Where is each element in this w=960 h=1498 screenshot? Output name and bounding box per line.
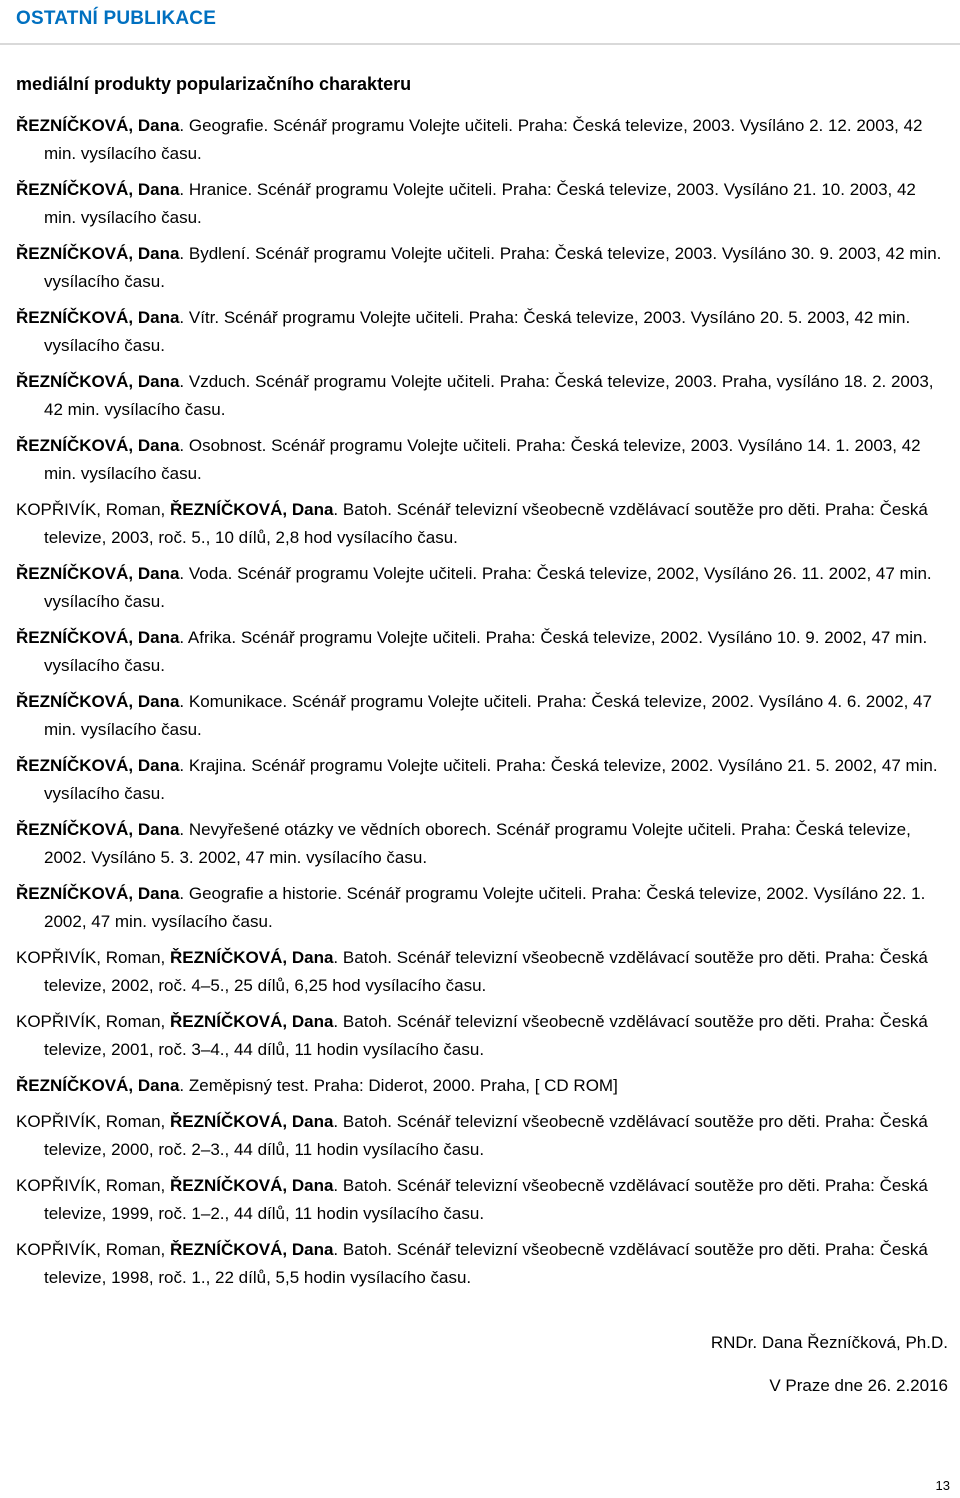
entry-authors-bold: ŘEZNÍČKOVÁ, Dana xyxy=(16,820,180,839)
entry-text: . Geografie. Scénář programu Volejte učiteli. Praha: Česká televize, 2003. Vysíláno 2. 12. 2003, 42 min. vysílacího času. xyxy=(44,116,923,163)
entry-authors-bold: ŘEZNÍČKOVÁ, Dana xyxy=(16,564,180,583)
entry-authors-bold: ŘEZNÍČKOVÁ, Dana xyxy=(170,948,334,967)
entry-text: . Vzduch. Scénář programu Volejte učiteli. Praha: Česká televize, 2003. Praha, vysíláno 18. 2. 2003, 42 min. vysílacího času. xyxy=(44,372,934,419)
entry-authors-bold: ŘEZNÍČKOVÁ, Dana xyxy=(16,884,180,903)
entry-authors-plain: KOPŘIVÍK, Roman, xyxy=(16,1012,170,1031)
publication-entry xyxy=(16,112,944,168)
entry-text: . Krajina. Scénář programu Volejte učiteli. Praha: Česká televize, 2002. Vysíláno 21. 5. 2002, 47 min. vysílacího času. xyxy=(44,756,938,803)
entry-text: . Vítr. Scénář programu Volejte učiteli. Praha: Česká televize, 2003. Vysíláno 20. 5. 2003, 42 min. vysílacího času. xyxy=(44,308,911,355)
entry-text: . Batoh. Scénář televizní všeobecně vzdělávací soutěže pro děti. Praha: Česká televize, 2000, roč. 2–3., 44 dílů, 11 hodin vysílacího času. xyxy=(44,1112,928,1159)
entry-text: . Nevyřešené otázky ve vědních oborech. Scénář programu Volejte učiteli. Praha: Česká televize, 2002. Vysíláno 5. 3. 2002, 47 min. vysílacího času. xyxy=(44,820,911,867)
publication-entry xyxy=(16,240,944,296)
publication-entry xyxy=(16,368,944,424)
entry-authors-bold: ŘEZNÍČKOVÁ, Dana xyxy=(16,244,180,263)
publication-entry xyxy=(16,560,944,616)
entry-authors-plain: KOPŘIVÍK, Roman, xyxy=(16,1112,170,1131)
entry-authors-bold: ŘEZNÍČKOVÁ, Dana xyxy=(16,1076,180,1095)
entry-authors-plain: KOPŘIVÍK, Roman, xyxy=(16,1240,170,1259)
publication-entry xyxy=(16,688,944,744)
entry-text: . Bydlení. Scénář programu Volejte učiteli. Praha: Česká televize, 2003. Vysíláno 30. 9. 2003, 42 min. vysílacího času. xyxy=(44,244,942,291)
publication-entry xyxy=(16,816,944,872)
entry-authors-bold: ŘEZNÍČKOVÁ, Dana xyxy=(16,372,180,391)
entry-authors-plain: KOPŘIVÍK, Roman, xyxy=(16,500,170,519)
entry-authors-bold: ŘEZNÍČKOVÁ, Dana xyxy=(16,116,180,135)
publication-entry xyxy=(16,304,944,360)
publication-entry xyxy=(16,496,944,552)
entry-authors-bold: ŘEZNÍČKOVÁ, Dana xyxy=(170,500,334,519)
subsection-title: mediální produkty popularizačního charakteru xyxy=(16,74,412,94)
publication-list xyxy=(16,112,944,1300)
publication-entry xyxy=(16,752,944,808)
entry-text: . Batoh. Scénář televizní všeobecně vzdělávací soutěže pro děti. Praha: Česká televize, 2001, roč. 3–4., 44 dílů, 11 hodin vysílacího času. xyxy=(44,1012,928,1059)
publication-entry xyxy=(16,432,944,488)
publication-entry xyxy=(16,944,944,1000)
section-title: OSTATNÍ PUBLIKACE xyxy=(16,8,217,29)
publication-entry xyxy=(16,1172,944,1228)
publication-entry xyxy=(16,624,944,680)
entry-authors-bold: ŘEZNÍČKOVÁ, Dana xyxy=(16,628,180,647)
publication-entry xyxy=(16,176,944,232)
entry-text: . Batoh. Scénář televizní všeobecně vzdělávací soutěže pro děti. Praha: Česká televize, 2002, roč. 4–5., 25 dílů, 6,25 hod vysílacího času. xyxy=(44,948,928,995)
publication-entry xyxy=(16,880,944,936)
signature: RNDr. Dana Řezníčková, Ph.D. xyxy=(710,1333,948,1352)
entry-text: . Osobnost. Scénář programu Volejte učiteli. Praha: Česká televize, 2003. Vysíláno 14. 1. 2003, 42 min. vysílacího času. xyxy=(44,436,921,483)
entry-authors-plain: KOPŘIVÍK, Roman, xyxy=(16,948,170,967)
entry-text: . Zeměpisný test. Praha: Diderot, 2000. Praha, [ CD ROM] xyxy=(179,1076,618,1095)
page-number: 13 xyxy=(935,1478,950,1493)
publication-entry xyxy=(16,1072,944,1100)
entry-text: . Hranice. Scénář programu Volejte učiteli. Praha: Česká televize, 2003. Vysíláno 21. 10. 2003, 42 min. vysílacího času. xyxy=(44,180,916,227)
entry-text: . Batoh. Scénář televizní všeobecně vzdělávací soutěže pro děti. Praha: Česká televize, 2003, roč. 5., 10 dílů, 2,8 hod vysílacího času. xyxy=(44,500,928,547)
entry-authors-bold: ŘEZNÍČKOVÁ, Dana xyxy=(170,1012,334,1031)
entry-authors-bold: ŘEZNÍČKOVÁ, Dana xyxy=(16,436,180,455)
publication-entry xyxy=(16,1236,944,1292)
entry-authors-bold: ŘEZNÍČKOVÁ, Dana xyxy=(16,692,180,711)
entry-text: . Geografie a historie. Scénář programu Volejte učiteli. Praha: Česká televize, 2002. Vysíláno 22. 1. 2002, 47 min. vysílacího času. xyxy=(44,884,926,931)
entry-text: . Komunikace. Scénář programu Volejte učiteli. Praha: Česká televize, 2002. Vysíláno 4. 6. 2002, 47 min. vysílacího času. xyxy=(44,692,932,739)
entry-authors-bold: ŘEZNÍČKOVÁ, Dana xyxy=(16,308,180,327)
entry-authors-bold: ŘEZNÍČKOVÁ, Dana xyxy=(170,1176,334,1195)
date-line: V Praze dne 26. 2.2016 xyxy=(769,1376,948,1395)
entry-text: . Batoh. Scénář televizní všeobecně vzdělávací soutěže pro děti. Praha: Česká televize, 1999, roč. 1–2., 44 dílů, 11 hodin vysílacího času. xyxy=(44,1176,928,1223)
entry-authors-bold: ŘEZNÍČKOVÁ, Dana xyxy=(170,1112,334,1131)
entry-authors-bold: ŘEZNÍČKOVÁ, Dana xyxy=(16,756,180,775)
entry-authors-bold: ŘEZNÍČKOVÁ, Dana xyxy=(170,1240,334,1259)
publication-entry xyxy=(16,1008,944,1064)
section-divider xyxy=(0,43,960,45)
entry-text: . Afrika. Scénář programu Volejte učiteli. Praha: Česká televize, 2002. Vysíláno 10. 9. 2002, 47 min. vysílacího času. xyxy=(44,628,928,675)
publication-entry xyxy=(16,1108,944,1164)
entry-authors-plain: KOPŘIVÍK, Roman, xyxy=(16,1176,170,1195)
entry-text: . Voda. Scénář programu Volejte učiteli. Praha: Česká televize, 2002, Vysíláno 26. 11. 2002, 47 min. vysílacího času. xyxy=(44,564,932,611)
entry-text: . Batoh. Scénář televizní všeobecně vzdělávací soutěže pro děti. Praha: Česká televize, 1998, roč. 1., 22 dílů, 5,5 hodin vysílacího času. xyxy=(44,1240,928,1287)
entry-authors-bold: ŘEZNÍČKOVÁ, Dana xyxy=(16,180,180,199)
